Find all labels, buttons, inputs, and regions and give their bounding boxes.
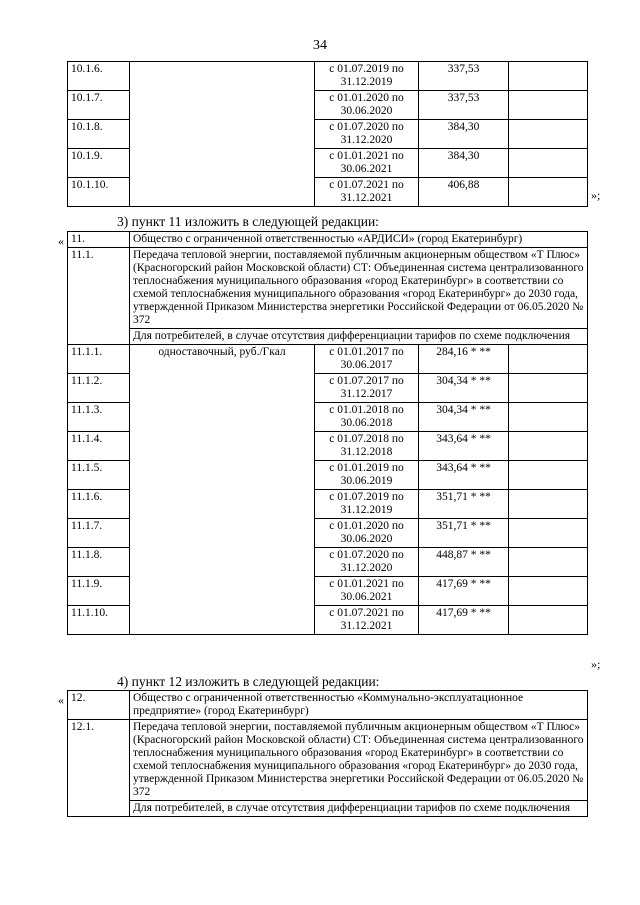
row-number: 11.1.2. [68, 374, 130, 403]
period-cell: с 01.07.2021 по 31.12.2021 [315, 178, 419, 207]
tariff-value: 406,88 [419, 178, 509, 207]
empty-cell [509, 403, 588, 432]
quote-close-1: »; [591, 188, 601, 202]
consumers-description: Для потребителей, в случае отсутствия дифференциации тарифов по схеме подключения [130, 329, 588, 345]
period-cell: с 01.07.2018 по 31.12.2018 [315, 432, 419, 461]
row-number: 10.1.9. [68, 149, 130, 178]
consumers-description: Для потребителей, в случае отсутствия дифференциации тарифов по схеме подключения [130, 801, 588, 817]
tariff-value: 384,30 [419, 149, 509, 178]
table-row [68, 345, 588, 374]
period-cell: с 01.01.2017 по 30.06.2017 [315, 345, 419, 374]
tariff-table-10 [67, 61, 588, 207]
row-number: 11.1.7. [68, 519, 130, 548]
period-cell: с 01.01.2021 по 30.06.2021 [315, 577, 419, 606]
service-description: Передача тепловой энергии, поставляемой публичным акционерным обществом «Т Плюс» (Красногорский район Московской области) СТ: Объединенная система централизованного теплоснабжения муниципального образования «город Екатеринбург» в соответствии со схемой теплоснабжения муниципального образования «город Екатеринбург» до 2030 года, утвержденной Приказом Министерства энергетики Российской Федерации от 06.05.2020 № 372 [130, 720, 588, 801]
tariff-value: 343,64 * ** [419, 461, 509, 490]
tariff-value: 304,34 * ** [419, 374, 509, 403]
page-number: 34 [313, 38, 327, 53]
tariff-value: 384,30 [419, 120, 509, 149]
tariff-value: 448,87 * ** [419, 548, 509, 577]
period-cell: с 01.01.2018 по 30.06.2018 [315, 403, 419, 432]
row-number: 11.1.10. [68, 606, 130, 635]
empty-cell [509, 62, 588, 91]
period-cell: с 01.07.2020 по 31.12.2020 [315, 548, 419, 577]
period-cell: с 01.01.2020 по 30.06.2020 [315, 91, 419, 120]
row-number: 11.1.4. [68, 432, 130, 461]
tariff-value: 284,16 * ** [419, 345, 509, 374]
period-cell: с 01.01.2020 по 30.06.2020 [315, 519, 419, 548]
empty-cell [509, 178, 588, 207]
period-cell: с 01.01.2021 по 30.06.2021 [315, 149, 419, 178]
tariff-value: 337,53 [419, 91, 509, 120]
empty-cell [509, 606, 588, 635]
heading-item-12: 4) пункт 12 изложить в следующей редакции: [117, 674, 380, 689]
quote-close-2: »; [591, 657, 601, 671]
org-number: 12. [68, 691, 130, 720]
quote-open-2: « [58, 693, 64, 707]
tariff-value: 343,64 * ** [419, 432, 509, 461]
tariff-value: 351,71 * ** [419, 519, 509, 548]
tariff-table-11 [67, 231, 588, 635]
row-number: 11.1.3. [68, 403, 130, 432]
row-number: 10.1.6. [68, 62, 130, 91]
row-number: 10.1.10. [68, 178, 130, 207]
row-number: 11.1.9. [68, 577, 130, 606]
service-row [68, 248, 588, 329]
quote-open-1: « [58, 234, 64, 248]
consumers-row [68, 801, 588, 817]
tariff-value: 417,69 * ** [419, 606, 509, 635]
empty-cell [509, 91, 588, 120]
tariff-value: 417,69 * ** [419, 577, 509, 606]
empty-cell [509, 149, 588, 178]
org-row [68, 232, 588, 248]
consumers-row [68, 329, 588, 345]
period-cell: с 01.07.2020 по 31.12.2020 [315, 120, 419, 149]
row-number: 10.1.7. [68, 91, 130, 120]
empty-cell [509, 432, 588, 461]
empty-cell [509, 461, 588, 490]
tariff-value: 337,53 [419, 62, 509, 91]
unit-cell: одноставочный, руб./Гкал [130, 345, 315, 635]
table-row [68, 62, 588, 91]
empty-cell [509, 345, 588, 374]
row-number: 11.1.8. [68, 548, 130, 577]
empty-cell [509, 577, 588, 606]
tariff-value: 351,71 * ** [419, 490, 509, 519]
heading-item-11: 3) пункт 11 изложить в следующей редакции: [117, 214, 379, 229]
row-number: 11.1.5. [68, 461, 130, 490]
service-description: Передача тепловой энергии, поставляемой публичным акционерным обществом «Т Плюс» (Красногорский район Московской области) СТ: Объединенная система централизованного теплоснабжения муниципального образования «город Екатеринбург» в соответствии со схемой теплоснабжения муниципального образования «город Екатеринбург» до 2030 года, утвержденной Приказом Министерства энергетики Российской Федерации от 06.05.2020 № 372 [130, 248, 588, 329]
org-name: Общество с ограниченной ответственностью «АРДИСИ» (город Екатеринбург) [130, 232, 588, 248]
tariff-value: 304,34 * ** [419, 403, 509, 432]
empty-cell [509, 374, 588, 403]
service-number: 12.1. [68, 720, 130, 817]
unit-cell [130, 62, 315, 207]
row-number: 11.1.1. [68, 345, 130, 374]
empty-cell [509, 490, 588, 519]
org-number: 11. [68, 232, 130, 248]
empty-cell [509, 120, 588, 149]
period-cell: с 01.07.2017 по 31.12.2017 [315, 374, 419, 403]
period-cell: с 01.07.2019 по 31.12.2019 [315, 490, 419, 519]
service-number: 11.1. [68, 248, 130, 345]
period-cell: с 01.07.2019 по 31.12.2019 [315, 62, 419, 91]
row-number: 10.1.8. [68, 120, 130, 149]
empty-cell [509, 519, 588, 548]
period-cell: с 01.07.2021 по 31.12.2021 [315, 606, 419, 635]
org-row [68, 691, 588, 720]
empty-cell [509, 548, 588, 577]
period-cell: с 01.01.2019 по 30.06.2019 [315, 461, 419, 490]
tariff-table-12 [67, 690, 588, 817]
service-row [68, 720, 588, 801]
org-name: Общество с ограниченной ответственностью «Коммунально-эксплуатационное предприятие» (город Екатеринбург) [130, 691, 588, 720]
row-number: 11.1.6. [68, 490, 130, 519]
